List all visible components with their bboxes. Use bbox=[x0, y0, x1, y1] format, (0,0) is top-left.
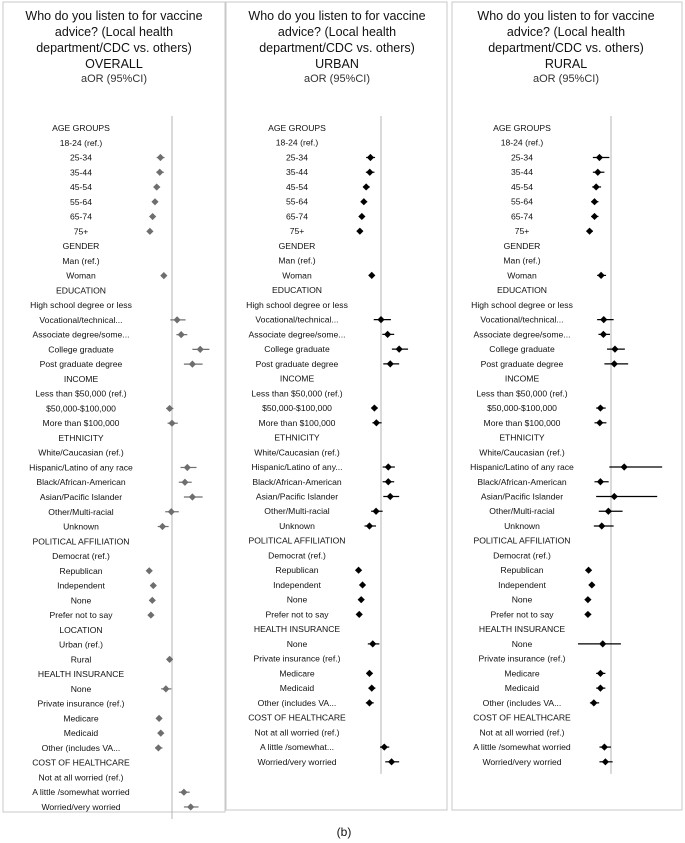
row-label: Republican bbox=[500, 565, 544, 576]
row-label: Not at all worried (ref.) bbox=[38, 772, 124, 783]
or-point bbox=[591, 198, 598, 205]
panel-title-line: advice? (Local health bbox=[506, 25, 626, 39]
or-point bbox=[366, 699, 373, 706]
row-label: A little /somewhat... bbox=[259, 742, 335, 753]
row-label: 18-24 (ref.) bbox=[500, 137, 544, 148]
or-point bbox=[149, 597, 156, 604]
or-point bbox=[156, 169, 163, 176]
or-point bbox=[596, 419, 603, 426]
row-label: High school degree or less bbox=[30, 300, 132, 311]
row-label: POLITICAL AFFILIATION bbox=[32, 536, 130, 547]
or-point bbox=[584, 596, 591, 603]
panel-title-line: OVERALL bbox=[85, 57, 143, 71]
row-label: Medicaid bbox=[504, 683, 540, 694]
row-label: Post graduate degree bbox=[480, 358, 564, 369]
or-point bbox=[596, 154, 603, 161]
or-point bbox=[147, 611, 154, 618]
or-point bbox=[162, 685, 169, 692]
row-label: Less than $50,000 (ref.) bbox=[35, 388, 127, 399]
row-label: Associate degree/some... bbox=[473, 329, 571, 340]
or-point bbox=[593, 183, 600, 190]
or-point bbox=[597, 404, 604, 411]
row-label: COST OF HEALTHCARE bbox=[32, 757, 130, 768]
row-label: Other/Multi-racial bbox=[264, 506, 330, 517]
row-label: Woman bbox=[282, 270, 312, 281]
panel-title-line: URBAN bbox=[315, 57, 359, 71]
row-label: Less than $50,000 (ref.) bbox=[476, 388, 568, 399]
row-label: Prefer not to say bbox=[490, 609, 554, 620]
or-point bbox=[159, 523, 166, 530]
row-label: Worried/very worried bbox=[257, 756, 337, 767]
row-label: 55-64 bbox=[286, 196, 308, 207]
or-point bbox=[584, 611, 591, 618]
or-point bbox=[151, 198, 158, 205]
row-label: HEALTH INSURANCE bbox=[37, 669, 125, 680]
row-label: Medicare bbox=[279, 668, 315, 679]
or-point bbox=[597, 478, 604, 485]
or-point bbox=[590, 699, 597, 706]
row-label: 55-64 bbox=[511, 196, 533, 207]
or-point bbox=[368, 272, 375, 279]
row-label: Vocational/technical... bbox=[480, 314, 564, 325]
row-label: Prefer not to say bbox=[265, 609, 329, 620]
row-label: Private insurance (ref.) bbox=[37, 698, 125, 709]
row-label: Other/Multi-racial bbox=[489, 506, 555, 517]
panel-title-line: department/CDC vs. others) bbox=[488, 41, 644, 55]
or-point bbox=[611, 360, 618, 367]
or-point bbox=[181, 479, 188, 486]
row-label: Medicaid bbox=[279, 683, 315, 694]
or-point bbox=[160, 272, 167, 279]
row-label: Asian/Pacific Islander bbox=[480, 491, 564, 502]
or-point bbox=[356, 228, 363, 235]
row-label: A little /somewhat worried bbox=[473, 742, 571, 753]
row-label: Independent bbox=[57, 580, 105, 591]
panel-title-line: Who do you listen to for vaccine bbox=[25, 9, 203, 23]
row-label: COST OF HEALTHCARE bbox=[473, 712, 571, 723]
panel-subtitle: aOR (95%CI) bbox=[532, 73, 600, 85]
row-label: Prefer not to say bbox=[49, 610, 113, 621]
row-label: GENDER bbox=[278, 240, 316, 251]
or-point bbox=[368, 685, 375, 692]
row-label: HEALTH INSURANCE bbox=[478, 624, 566, 635]
row-label: Hispanic/Latino of any... bbox=[251, 462, 343, 473]
or-point bbox=[385, 463, 392, 470]
panel-rural bbox=[452, 2, 682, 810]
row-label: Black/African-American bbox=[36, 477, 126, 488]
or-point bbox=[178, 331, 185, 338]
row-label: Not at all worried (ref.) bbox=[479, 727, 565, 738]
or-point bbox=[150, 582, 157, 589]
row-label: 25-34 bbox=[286, 152, 308, 163]
or-point bbox=[184, 464, 191, 471]
row-label: Medicare bbox=[63, 713, 99, 724]
row-label: ETHNICITY bbox=[58, 432, 104, 443]
or-point bbox=[363, 183, 370, 190]
or-point bbox=[187, 803, 194, 810]
row-label: Independent bbox=[498, 579, 546, 590]
or-point bbox=[360, 198, 367, 205]
row-label: 65-74 bbox=[70, 211, 92, 222]
row-label: Medicaid bbox=[63, 728, 99, 739]
row-label: None bbox=[286, 638, 308, 649]
panel-title-line: advice? (Local health bbox=[54, 25, 174, 39]
row-label: Democrat (ref.) bbox=[493, 550, 551, 561]
row-label: 65-74 bbox=[286, 211, 308, 222]
row-label: Republican bbox=[275, 565, 319, 576]
panel-subtitle: aOR (95%CI) bbox=[303, 73, 371, 85]
row-label: 18-24 (ref.) bbox=[59, 137, 103, 148]
row-label: Unknown bbox=[63, 521, 99, 532]
row-label: College graduate bbox=[264, 344, 330, 355]
row-label: 25-34 bbox=[511, 152, 533, 163]
row-label: EDUCATION bbox=[497, 285, 547, 296]
or-point bbox=[586, 228, 593, 235]
or-point bbox=[585, 567, 592, 574]
row-label: College graduate bbox=[489, 344, 555, 355]
panel-title-line: department/CDC vs. others) bbox=[259, 41, 415, 55]
row-label: GENDER bbox=[62, 241, 100, 252]
row-label: $50,000-$100,000 bbox=[262, 403, 332, 414]
or-point bbox=[366, 169, 373, 176]
row-label: 75+ bbox=[289, 226, 305, 237]
or-point bbox=[598, 272, 605, 279]
row-label: Vocational/technical... bbox=[255, 314, 339, 325]
row-label: Other (includes VA... bbox=[41, 742, 121, 753]
or-point bbox=[377, 316, 384, 323]
row-label: Man (ref.) bbox=[503, 255, 541, 266]
or-point bbox=[611, 493, 618, 500]
row-label: Asian/Pacific Islander bbox=[255, 491, 339, 502]
or-point bbox=[189, 361, 196, 368]
row-label: 35-44 bbox=[70, 167, 92, 178]
or-point bbox=[168, 420, 175, 427]
row-label: Other (includes VA... bbox=[257, 697, 337, 708]
row-label: $50,000-$100,000 bbox=[46, 403, 116, 414]
row-label: None bbox=[511, 638, 533, 649]
or-point bbox=[387, 493, 394, 500]
row-label: HEALTH INSURANCE bbox=[253, 624, 341, 635]
or-point bbox=[168, 508, 175, 515]
panel-title-line: Who do you listen to for vaccine bbox=[477, 9, 655, 23]
row-label: Republican bbox=[59, 565, 103, 576]
or-point bbox=[366, 522, 373, 529]
row-label: INCOME bbox=[279, 373, 315, 384]
or-point bbox=[601, 743, 608, 750]
row-label: Medicare bbox=[504, 668, 540, 679]
row-label: College graduate bbox=[48, 344, 114, 355]
row-label: 65-74 bbox=[511, 211, 533, 222]
panel-title-line: Who do you listen to for vaccine bbox=[248, 9, 426, 23]
or-point bbox=[155, 744, 162, 751]
row-label: High school degree or less bbox=[471, 299, 573, 310]
or-point bbox=[384, 331, 391, 338]
or-point bbox=[396, 346, 403, 353]
row-label: Unknown bbox=[504, 520, 540, 531]
row-label: None bbox=[70, 595, 92, 606]
row-label: More than $100,000 bbox=[42, 418, 120, 429]
or-point bbox=[591, 213, 598, 220]
row-label: Hispanic/Latino of any race bbox=[29, 462, 133, 473]
row-label: 35-44 bbox=[286, 167, 308, 178]
or-point bbox=[602, 758, 609, 765]
row-label: Hispanic/Latino of any race bbox=[470, 462, 574, 473]
row-label: Other (includes VA... bbox=[482, 697, 562, 708]
row-label: Other/Multi-racial bbox=[48, 506, 114, 517]
row-label: White/Caucasian (ref.) bbox=[38, 447, 124, 458]
or-point bbox=[197, 346, 204, 353]
or-point bbox=[146, 228, 153, 235]
row-label: Private insurance (ref.) bbox=[253, 653, 341, 664]
or-point bbox=[153, 183, 160, 190]
panel-urban bbox=[226, 2, 447, 810]
or-point bbox=[371, 404, 378, 411]
row-label: 55-64 bbox=[70, 196, 92, 207]
or-point bbox=[381, 743, 388, 750]
or-point bbox=[387, 360, 394, 367]
row-label: Private insurance (ref.) bbox=[478, 653, 566, 664]
or-point bbox=[600, 316, 607, 323]
or-point bbox=[599, 640, 606, 647]
row-label: Woman bbox=[66, 270, 96, 281]
row-label: AGE GROUPS bbox=[493, 123, 551, 133]
or-point bbox=[359, 581, 366, 588]
row-label: EDUCATION bbox=[272, 285, 322, 296]
row-label: Democrat (ref.) bbox=[52, 551, 110, 562]
or-point bbox=[621, 463, 628, 470]
row-label: LOCATION bbox=[59, 624, 103, 635]
or-point bbox=[385, 478, 392, 485]
panel-overall bbox=[3, 2, 225, 819]
row-label: More than $100,000 bbox=[483, 417, 561, 428]
or-point bbox=[588, 581, 595, 588]
or-point bbox=[355, 567, 362, 574]
row-label: Unknown bbox=[279, 520, 315, 531]
row-label: High school degree or less bbox=[246, 299, 348, 310]
row-label: Black/African-American bbox=[252, 476, 342, 487]
row-label: 75+ bbox=[73, 226, 89, 237]
row-label: Worried/very worried bbox=[482, 756, 562, 767]
row-label: AGE GROUPS bbox=[52, 123, 110, 133]
row-label: None bbox=[70, 683, 92, 694]
row-label: 45-54 bbox=[511, 181, 533, 192]
row-label: 25-34 bbox=[70, 152, 92, 163]
row-label: ETHNICITY bbox=[274, 432, 320, 443]
row-label: Man (ref.) bbox=[278, 255, 316, 266]
row-label: Post graduate degree bbox=[39, 359, 123, 370]
row-label: White/Caucasian (ref.) bbox=[479, 447, 565, 458]
or-point bbox=[594, 169, 601, 176]
or-point bbox=[146, 567, 153, 574]
panel-subtitle: aOR (95%CI) bbox=[80, 73, 148, 85]
panel-title-line: department/CDC vs. others) bbox=[36, 41, 192, 55]
panel-title-line: RURAL bbox=[544, 57, 588, 71]
row-label: INCOME bbox=[504, 373, 540, 384]
row-label: Post graduate degree bbox=[255, 358, 339, 369]
row-label: $50,000-$100,000 bbox=[487, 403, 557, 414]
row-label: Worried/very worried bbox=[41, 801, 121, 812]
row-label: 35-44 bbox=[511, 167, 533, 178]
row-label: GENDER bbox=[503, 240, 541, 251]
row-label: Rural bbox=[70, 654, 92, 665]
panel-title-line: advice? (Local health bbox=[277, 25, 397, 39]
or-point bbox=[358, 596, 365, 603]
row-label: 45-54 bbox=[70, 182, 92, 193]
row-label: None bbox=[511, 594, 533, 605]
row-label: Democrat (ref.) bbox=[268, 550, 326, 561]
row-label: Man (ref.) bbox=[62, 255, 100, 266]
or-point bbox=[369, 640, 376, 647]
panel-frame bbox=[226, 2, 447, 810]
or-point bbox=[372, 508, 379, 515]
or-point bbox=[155, 715, 162, 722]
row-label: White/Caucasian (ref.) bbox=[254, 447, 340, 458]
or-point bbox=[597, 670, 604, 677]
row-label: A little /somewhat worried bbox=[32, 787, 130, 798]
or-point bbox=[180, 789, 187, 796]
row-label: 75+ bbox=[514, 226, 530, 237]
row-label: COST OF HEALTHCARE bbox=[248, 712, 346, 723]
row-label: EDUCATION bbox=[56, 285, 106, 296]
or-point bbox=[597, 685, 604, 692]
or-point bbox=[611, 346, 618, 353]
row-label: Vocational/technical... bbox=[39, 314, 123, 325]
or-point bbox=[157, 154, 164, 161]
row-label: 18-24 (ref.) bbox=[275, 137, 319, 148]
row-label: 45-54 bbox=[286, 181, 308, 192]
or-point bbox=[358, 213, 365, 220]
figure-caption: (b) bbox=[336, 825, 352, 839]
row-label: Independent bbox=[273, 579, 321, 590]
row-label: Black/African-American bbox=[477, 476, 567, 487]
or-point bbox=[356, 611, 363, 618]
or-point bbox=[149, 213, 156, 220]
or-point bbox=[600, 331, 607, 338]
row-label: Not at all worried (ref.) bbox=[254, 727, 340, 738]
or-point bbox=[189, 493, 196, 500]
or-point bbox=[388, 758, 395, 765]
row-label: ETHNICITY bbox=[499, 432, 545, 443]
row-label: None bbox=[286, 594, 308, 605]
row-label: Woman bbox=[507, 270, 537, 281]
row-label: More than $100,000 bbox=[258, 417, 336, 428]
or-point bbox=[373, 419, 380, 426]
row-label: AGE GROUPS bbox=[268, 123, 326, 133]
row-label: POLITICAL AFFILIATION bbox=[248, 535, 346, 546]
or-point bbox=[174, 316, 181, 323]
row-label: POLITICAL AFFILIATION bbox=[473, 535, 571, 546]
or-point bbox=[366, 670, 373, 677]
row-label: Associate degree/some... bbox=[32, 329, 130, 340]
or-point bbox=[157, 730, 164, 737]
row-label: Associate degree/some... bbox=[248, 329, 346, 340]
row-label: INCOME bbox=[63, 373, 99, 384]
row-label: Urban (ref.) bbox=[59, 639, 103, 650]
or-point bbox=[367, 154, 374, 161]
row-label: Asian/Pacific Islander bbox=[39, 492, 123, 502]
or-point bbox=[598, 522, 605, 529]
row-label: Less than $50,000 (ref.) bbox=[251, 388, 343, 399]
